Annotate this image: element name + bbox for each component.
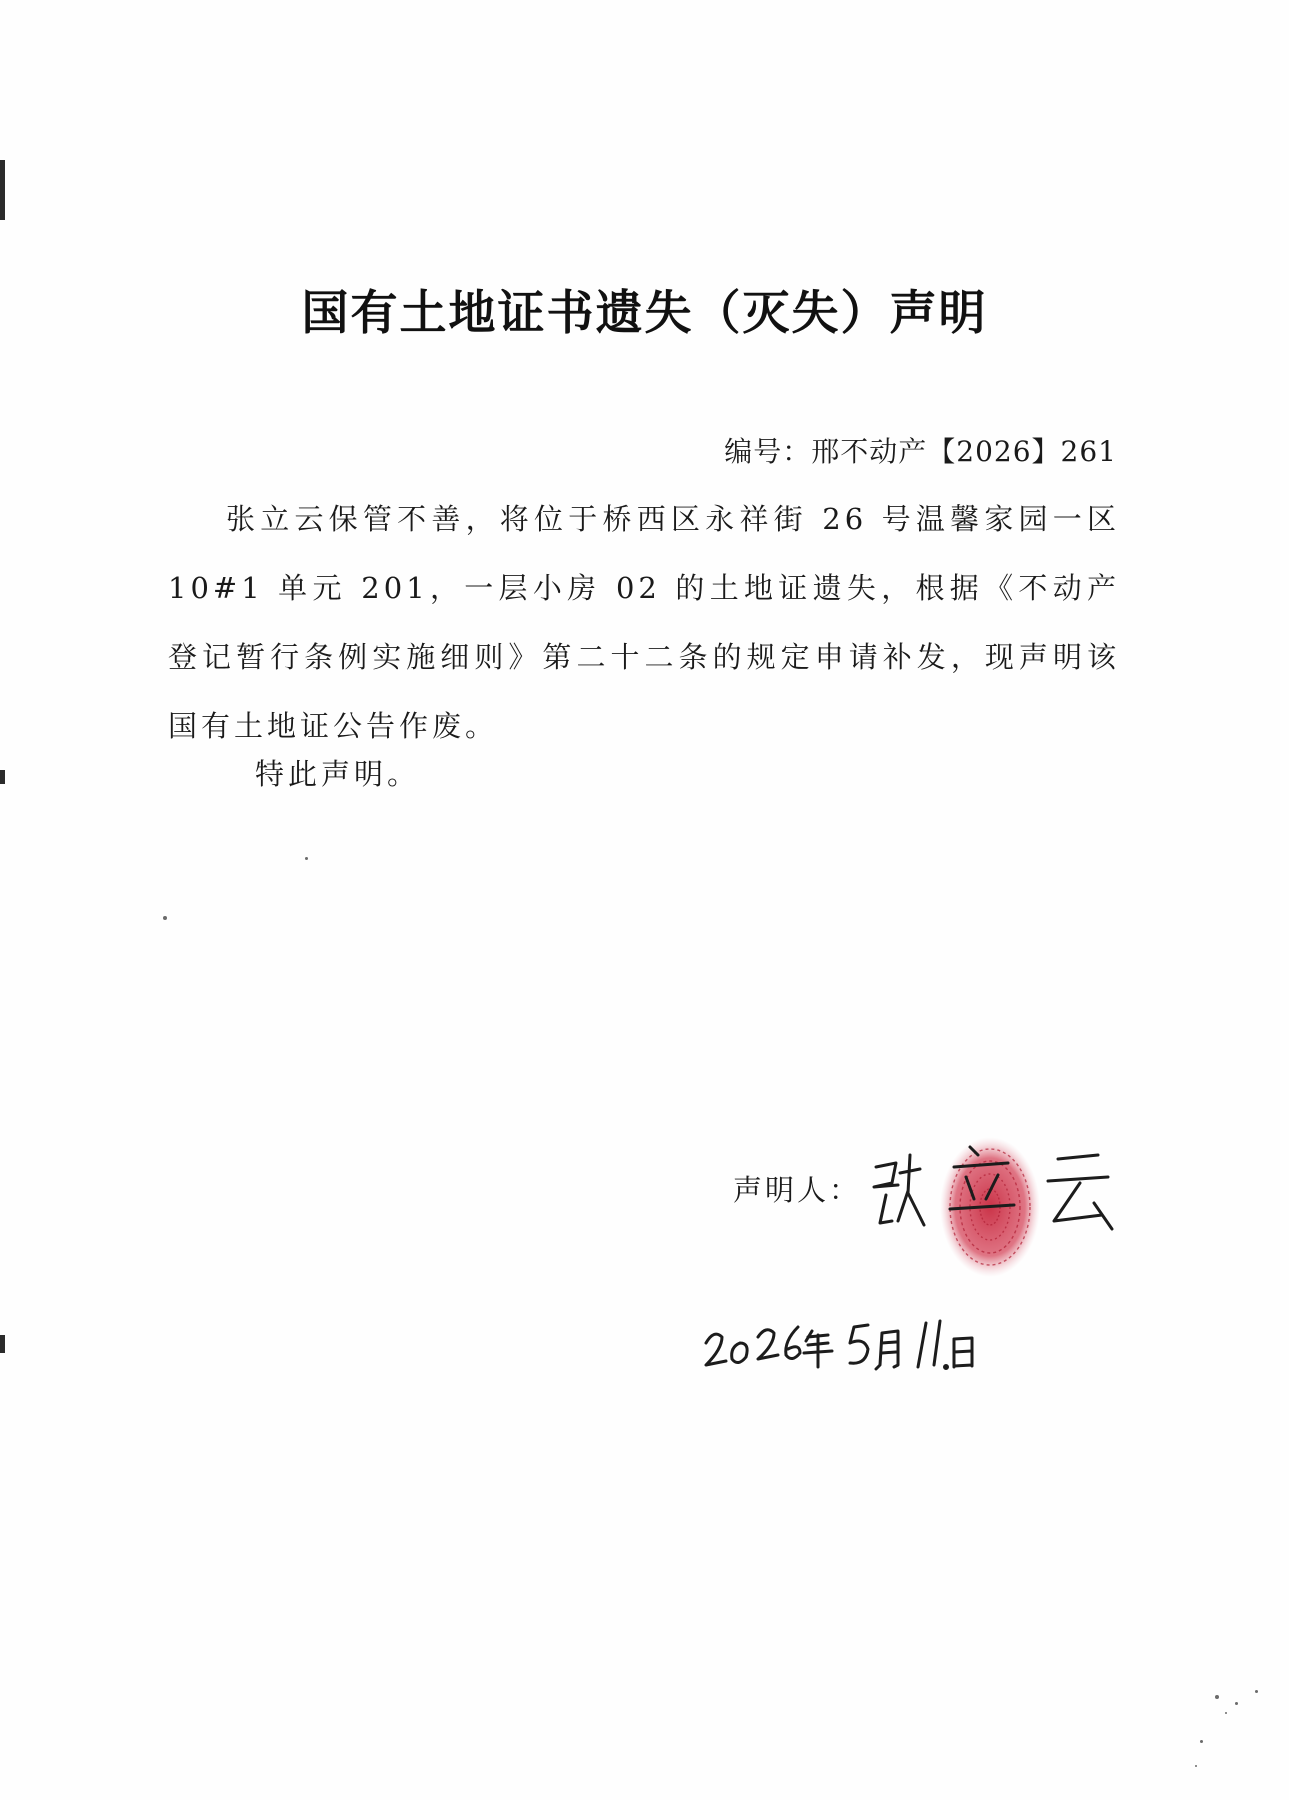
- scan-speck: [1200, 1740, 1203, 1743]
- scan-edge-mark: [0, 160, 5, 220]
- scan-speck: [1255, 1690, 1258, 1693]
- scan-speck: [1235, 1702, 1238, 1705]
- scan-speck: [1225, 1712, 1227, 1714]
- statement-body: 张立云保管不善，将位于桥西区永祥街 26 号温馨家园一区 10#1 单元 201，一层小房 02 的土地证遗失，根据《不动产登记暂行条例实施细则》第二十二条的规定申请补发，现声明该国有土地证公告作废。: [168, 502, 1120, 743]
- page-title: 国有土地证书遗失（灭失）声明: [301, 286, 988, 341]
- handwritten-date: [700, 1295, 1020, 1385]
- scan-edge-mark: [0, 1335, 5, 1353]
- scan-speck: [1195, 1765, 1197, 1767]
- scan-speck: [163, 916, 167, 920]
- document-number: 编号：邢不动产【2026】261: [724, 435, 1117, 468]
- closing-line: 特此声明。: [255, 757, 421, 791]
- scan-speck: [305, 857, 308, 860]
- handwritten-signature: [858, 1125, 1128, 1285]
- scan-speck: [1215, 1695, 1219, 1699]
- scan-edge-mark: [0, 770, 5, 784]
- declarant-label: 声明人：: [733, 1173, 862, 1207]
